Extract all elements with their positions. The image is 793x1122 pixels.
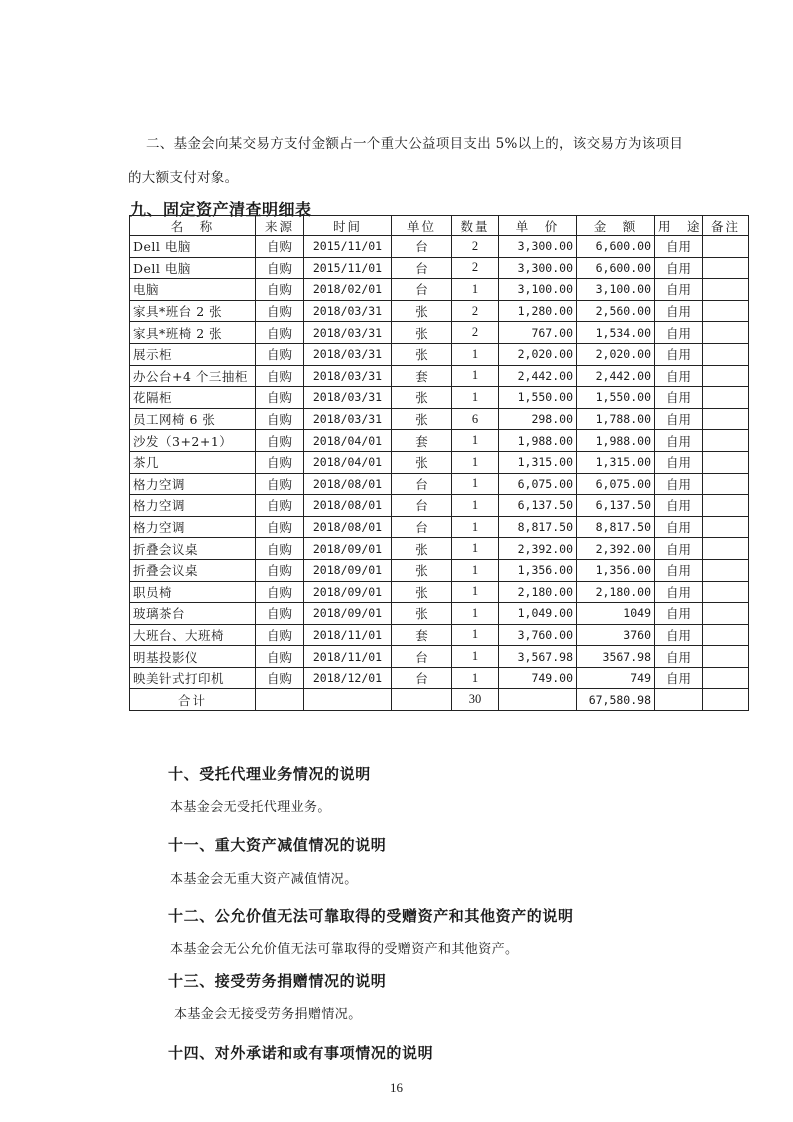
cell-source: 自购 <box>256 300 304 322</box>
header-price: 单 价 <box>499 216 577 236</box>
total-amount: 67,580.98 <box>577 689 655 711</box>
cell-qty: 2 <box>452 236 499 258</box>
cell-source: 自购 <box>256 516 304 538</box>
table-row <box>130 624 749 646</box>
intro-paragraph: 二、基金会向某交易方支付金额占一个重大公益项目支出 5%以上的，该交易方为该项目的大额支付对象。 <box>128 136 684 186</box>
cell-qty: 1 <box>452 387 499 409</box>
cell-note <box>703 581 749 603</box>
section-12-title: 十二、公允价值无法可靠取得的受赠资产和其他资产的说明 <box>168 907 574 925</box>
cell-unit: 张 <box>392 581 452 603</box>
fixed-assets-table <box>129 215 749 711</box>
cell-source: 自购 <box>256 257 304 279</box>
total-qty: 30 <box>452 689 499 711</box>
cell-unit: 张 <box>392 343 452 365</box>
cell-note <box>703 343 749 365</box>
cell-price: 1,988.00 <box>499 430 577 452</box>
header-source: 来源 <box>256 216 304 236</box>
cell-date: 2018/03/31 <box>304 343 392 365</box>
cell-unit: 张 <box>392 559 452 581</box>
table-row <box>130 430 749 452</box>
cell-date: 2018/03/31 <box>304 300 392 322</box>
cell-date: 2018/04/01 <box>304 430 392 452</box>
cell-source: 自购 <box>256 387 304 409</box>
cell-amount: 2,392.00 <box>577 538 655 560</box>
cell-name: 办公台+4 个三抽柜 <box>130 365 256 387</box>
cell-qty: 1 <box>452 516 499 538</box>
cell-price: 3,300.00 <box>499 236 577 258</box>
cell-amount: 3567.98 <box>577 646 655 668</box>
cell-amount: 2,180.00 <box>577 581 655 603</box>
cell-unit: 台 <box>392 257 452 279</box>
cell-unit: 台 <box>392 473 452 495</box>
cell-amount: 3760 <box>577 624 655 646</box>
cell-amount: 1,534.00 <box>577 322 655 344</box>
cell-use: 自用 <box>655 365 703 387</box>
cell-source: 自购 <box>256 236 304 258</box>
cell-amount: 2,020.00 <box>577 343 655 365</box>
cell-amount: 749 <box>577 667 655 689</box>
cell-date: 2018/03/31 <box>304 365 392 387</box>
cell-price: 3,567.98 <box>499 646 577 668</box>
cell-price: 767.00 <box>499 322 577 344</box>
cell-name: 明基投影仪 <box>130 646 256 668</box>
cell-price: 749.00 <box>499 667 577 689</box>
cell-name: 茶几 <box>130 451 256 473</box>
cell-source: 自购 <box>256 603 304 625</box>
cell-date: 2018/12/01 <box>304 667 392 689</box>
cell-source: 自购 <box>256 365 304 387</box>
cell-amount: 2,442.00 <box>577 365 655 387</box>
cell-source: 自购 <box>256 667 304 689</box>
cell-amount: 2,560.00 <box>577 300 655 322</box>
cell-qty: 1 <box>452 624 499 646</box>
cell-note <box>703 473 749 495</box>
cell-price: 1,315.00 <box>499 451 577 473</box>
cell-note <box>703 603 749 625</box>
cell-date: 2018/04/01 <box>304 451 392 473</box>
table-row <box>130 667 749 689</box>
cell-qty: 1 <box>452 495 499 517</box>
cell-use: 自用 <box>655 430 703 452</box>
cell-note <box>703 430 749 452</box>
section-13-title: 十三、接受劳务捐赠情况的说明 <box>168 972 387 990</box>
cell-amount: 1,788.00 <box>577 408 655 430</box>
cell-name: 家具*班椅 2 张 <box>130 322 256 344</box>
cell-unit: 张 <box>392 538 452 560</box>
cell-note <box>703 646 749 668</box>
cell-name: 映美针式打印机 <box>130 667 256 689</box>
table-row <box>130 495 749 517</box>
cell-name: Dell 电脑 <box>130 257 256 279</box>
cell-name: 格力空调 <box>130 495 256 517</box>
cell-use: 自用 <box>655 624 703 646</box>
table-row <box>130 559 749 581</box>
cell-note <box>703 495 749 517</box>
cell-note <box>703 516 749 538</box>
table-row <box>130 236 749 258</box>
header-amount: 金 额 <box>577 216 655 236</box>
cell-name: 大班台、大班椅 <box>130 624 256 646</box>
cell-source: 自购 <box>256 646 304 668</box>
cell-date: 2018/09/01 <box>304 559 392 581</box>
cell-unit: 台 <box>392 667 452 689</box>
cell-qty: 1 <box>452 473 499 495</box>
header-use: 用 途 <box>655 216 703 236</box>
cell-price: 2,392.00 <box>499 538 577 560</box>
table-row <box>130 603 749 625</box>
cell-price: 1,356.00 <box>499 559 577 581</box>
cell-amount: 1,550.00 <box>577 387 655 409</box>
section-14-title: 十四、对外承诺和或有事项情况的说明 <box>168 1044 434 1062</box>
cell-source: 自购 <box>256 495 304 517</box>
cell-date: 2018/08/01 <box>304 473 392 495</box>
section-12-body: 本基金会无公允价值无法可靠取得的受赠资产和其他资产。 <box>170 942 519 957</box>
cell-note <box>703 300 749 322</box>
cell-qty: 1 <box>452 365 499 387</box>
table-row <box>130 451 749 473</box>
table-row <box>130 279 749 301</box>
cell-note <box>703 624 749 646</box>
cell-use: 自用 <box>655 300 703 322</box>
cell-name: 玻璃茶台 <box>130 603 256 625</box>
cell-name: 展示柜 <box>130 343 256 365</box>
cell-qty: 1 <box>452 538 499 560</box>
cell-unit: 张 <box>392 408 452 430</box>
cell-qty: 2 <box>452 300 499 322</box>
cell-qty: 6 <box>452 408 499 430</box>
cell-use: 自用 <box>655 538 703 560</box>
table-row <box>130 365 749 387</box>
cell-use: 自用 <box>655 495 703 517</box>
cell-price: 1,280.00 <box>499 300 577 322</box>
cell-use: 自用 <box>655 343 703 365</box>
cell-use: 自用 <box>655 387 703 409</box>
cell-source: 自购 <box>256 279 304 301</box>
cell-source: 自购 <box>256 538 304 560</box>
cell-use: 自用 <box>655 408 703 430</box>
cell-amount: 3,100.00 <box>577 279 655 301</box>
cell-price: 3,760.00 <box>499 624 577 646</box>
cell-name: 花隔柜 <box>130 387 256 409</box>
table-row <box>130 322 749 344</box>
cell-date: 2015/11/01 <box>304 236 392 258</box>
cell-qty: 2 <box>452 322 499 344</box>
total-empty <box>256 689 304 711</box>
cell-qty: 1 <box>452 279 499 301</box>
cell-use: 自用 <box>655 646 703 668</box>
cell-name: 折叠会议桌 <box>130 538 256 560</box>
total-empty <box>304 689 392 711</box>
cell-unit: 张 <box>392 387 452 409</box>
cell-use: 自用 <box>655 451 703 473</box>
table-row <box>130 408 749 430</box>
cell-date: 2015/11/01 <box>304 257 392 279</box>
cell-amount: 1049 <box>577 603 655 625</box>
cell-use: 自用 <box>655 516 703 538</box>
cell-price: 8,817.50 <box>499 516 577 538</box>
cell-date: 2018/03/31 <box>304 387 392 409</box>
total-label: 合计 <box>130 689 256 711</box>
cell-price: 2,020.00 <box>499 343 577 365</box>
cell-unit: 张 <box>392 300 452 322</box>
cell-amount: 6,075.00 <box>577 473 655 495</box>
cell-note <box>703 408 749 430</box>
header-date: 时间 <box>304 216 392 236</box>
cell-use: 自用 <box>655 603 703 625</box>
cell-price: 298.00 <box>499 408 577 430</box>
cell-amount: 6,137.50 <box>577 495 655 517</box>
cell-use: 自用 <box>655 667 703 689</box>
cell-name: 电脑 <box>130 279 256 301</box>
cell-price: 2,180.00 <box>499 581 577 603</box>
cell-use: 自用 <box>655 559 703 581</box>
table-header-row <box>130 216 749 236</box>
header-qty: 数量 <box>452 216 499 236</box>
cell-note <box>703 387 749 409</box>
cell-source: 自购 <box>256 343 304 365</box>
cell-note <box>703 538 749 560</box>
cell-date: 2018/03/31 <box>304 322 392 344</box>
cell-note <box>703 236 749 258</box>
cell-name: 员工网椅 6 张 <box>130 408 256 430</box>
cell-qty: 2 <box>452 257 499 279</box>
header-note: 备注 <box>703 216 749 236</box>
table-row <box>130 343 749 365</box>
table-row <box>130 387 749 409</box>
cell-name: 折叠会议桌 <box>130 559 256 581</box>
cell-source: 自购 <box>256 451 304 473</box>
cell-price: 1,049.00 <box>499 603 577 625</box>
section-9-title: 九、固定资产清查明细表 <box>130 200 312 219</box>
cell-unit: 套 <box>392 365 452 387</box>
cell-qty: 1 <box>452 581 499 603</box>
cell-unit: 张 <box>392 451 452 473</box>
cell-name: 职员椅 <box>130 581 256 603</box>
cell-use: 自用 <box>655 257 703 279</box>
table-row <box>130 473 749 495</box>
cell-name: 家具*班台 2 张 <box>130 300 256 322</box>
cell-unit: 套 <box>392 624 452 646</box>
cell-source: 自购 <box>256 624 304 646</box>
cell-amount: 8,817.50 <box>577 516 655 538</box>
cell-note <box>703 322 749 344</box>
cell-use: 自用 <box>655 581 703 603</box>
cell-note <box>703 279 749 301</box>
cell-qty: 1 <box>452 430 499 452</box>
cell-qty: 1 <box>452 451 499 473</box>
cell-qty: 1 <box>452 646 499 668</box>
section-11-body: 本基金会无重大资产减值情况。 <box>170 872 358 887</box>
cell-date: 2018/03/31 <box>304 408 392 430</box>
table-row <box>130 646 749 668</box>
cell-note <box>703 451 749 473</box>
section-13-body: 本基金会无接受劳务捐赠情况。 <box>174 1007 362 1022</box>
header-name: 名 称 <box>130 216 256 236</box>
table-row <box>130 300 749 322</box>
cell-unit: 台 <box>392 495 452 517</box>
cell-source: 自购 <box>256 473 304 495</box>
cell-source: 自购 <box>256 322 304 344</box>
cell-date: 2018/11/01 <box>304 646 392 668</box>
table-row <box>130 516 749 538</box>
total-empty <box>499 689 577 711</box>
cell-use: 自用 <box>655 279 703 301</box>
cell-amount: 1,988.00 <box>577 430 655 452</box>
cell-price: 3,300.00 <box>499 257 577 279</box>
cell-unit: 台 <box>392 279 452 301</box>
cell-amount: 6,600.00 <box>577 236 655 258</box>
cell-use: 自用 <box>655 236 703 258</box>
cell-price: 1,550.00 <box>499 387 577 409</box>
cell-unit: 台 <box>392 646 452 668</box>
cell-unit: 台 <box>392 236 452 258</box>
cell-date: 2018/11/01 <box>304 624 392 646</box>
cell-qty: 1 <box>452 343 499 365</box>
table-row <box>130 581 749 603</box>
cell-price: 2,442.00 <box>499 365 577 387</box>
cell-use: 自用 <box>655 473 703 495</box>
header-unit: 单位 <box>392 216 452 236</box>
cell-note <box>703 667 749 689</box>
cell-amount: 1,356.00 <box>577 559 655 581</box>
cell-date: 2018/09/01 <box>304 538 392 560</box>
cell-use: 自用 <box>655 322 703 344</box>
cell-unit: 张 <box>392 603 452 625</box>
cell-name: 格力空调 <box>130 473 256 495</box>
total-empty <box>703 689 749 711</box>
section-11-title: 十一、重大资产减值情况的说明 <box>168 836 387 854</box>
cell-unit: 台 <box>392 516 452 538</box>
cell-date: 2018/09/01 <box>304 581 392 603</box>
total-empty <box>655 689 703 711</box>
cell-qty: 1 <box>452 603 499 625</box>
cell-price: 6,075.00 <box>499 473 577 495</box>
cell-source: 自购 <box>256 581 304 603</box>
table-row <box>130 538 749 560</box>
cell-amount: 1,315.00 <box>577 451 655 473</box>
cell-note <box>703 365 749 387</box>
cell-date: 2018/09/01 <box>304 603 392 625</box>
cell-price: 6,137.50 <box>499 495 577 517</box>
section-10-body: 本基金会无受托代理业务。 <box>170 800 331 815</box>
cell-source: 自购 <box>256 408 304 430</box>
cell-note <box>703 559 749 581</box>
cell-date: 2018/08/01 <box>304 495 392 517</box>
cell-unit: 套 <box>392 430 452 452</box>
cell-name: 格力空调 <box>130 516 256 538</box>
page-number: 16 <box>390 1080 403 1095</box>
total-empty <box>392 689 452 711</box>
cell-date: 2018/08/01 <box>304 516 392 538</box>
cell-qty: 1 <box>452 667 499 689</box>
cell-source: 自购 <box>256 430 304 452</box>
cell-note <box>703 257 749 279</box>
section-10-title: 十、受托代理业务情况的说明 <box>168 765 371 783</box>
cell-name: 沙发（3+2+1） <box>130 430 256 452</box>
table-row <box>130 257 749 279</box>
cell-date: 2018/02/01 <box>304 279 392 301</box>
cell-name: Dell 电脑 <box>130 236 256 258</box>
cell-amount: 6,600.00 <box>577 257 655 279</box>
cell-qty: 1 <box>452 559 499 581</box>
table-total-row <box>130 689 749 711</box>
cell-price: 3,100.00 <box>499 279 577 301</box>
cell-source: 自购 <box>256 559 304 581</box>
cell-unit: 张 <box>392 322 452 344</box>
